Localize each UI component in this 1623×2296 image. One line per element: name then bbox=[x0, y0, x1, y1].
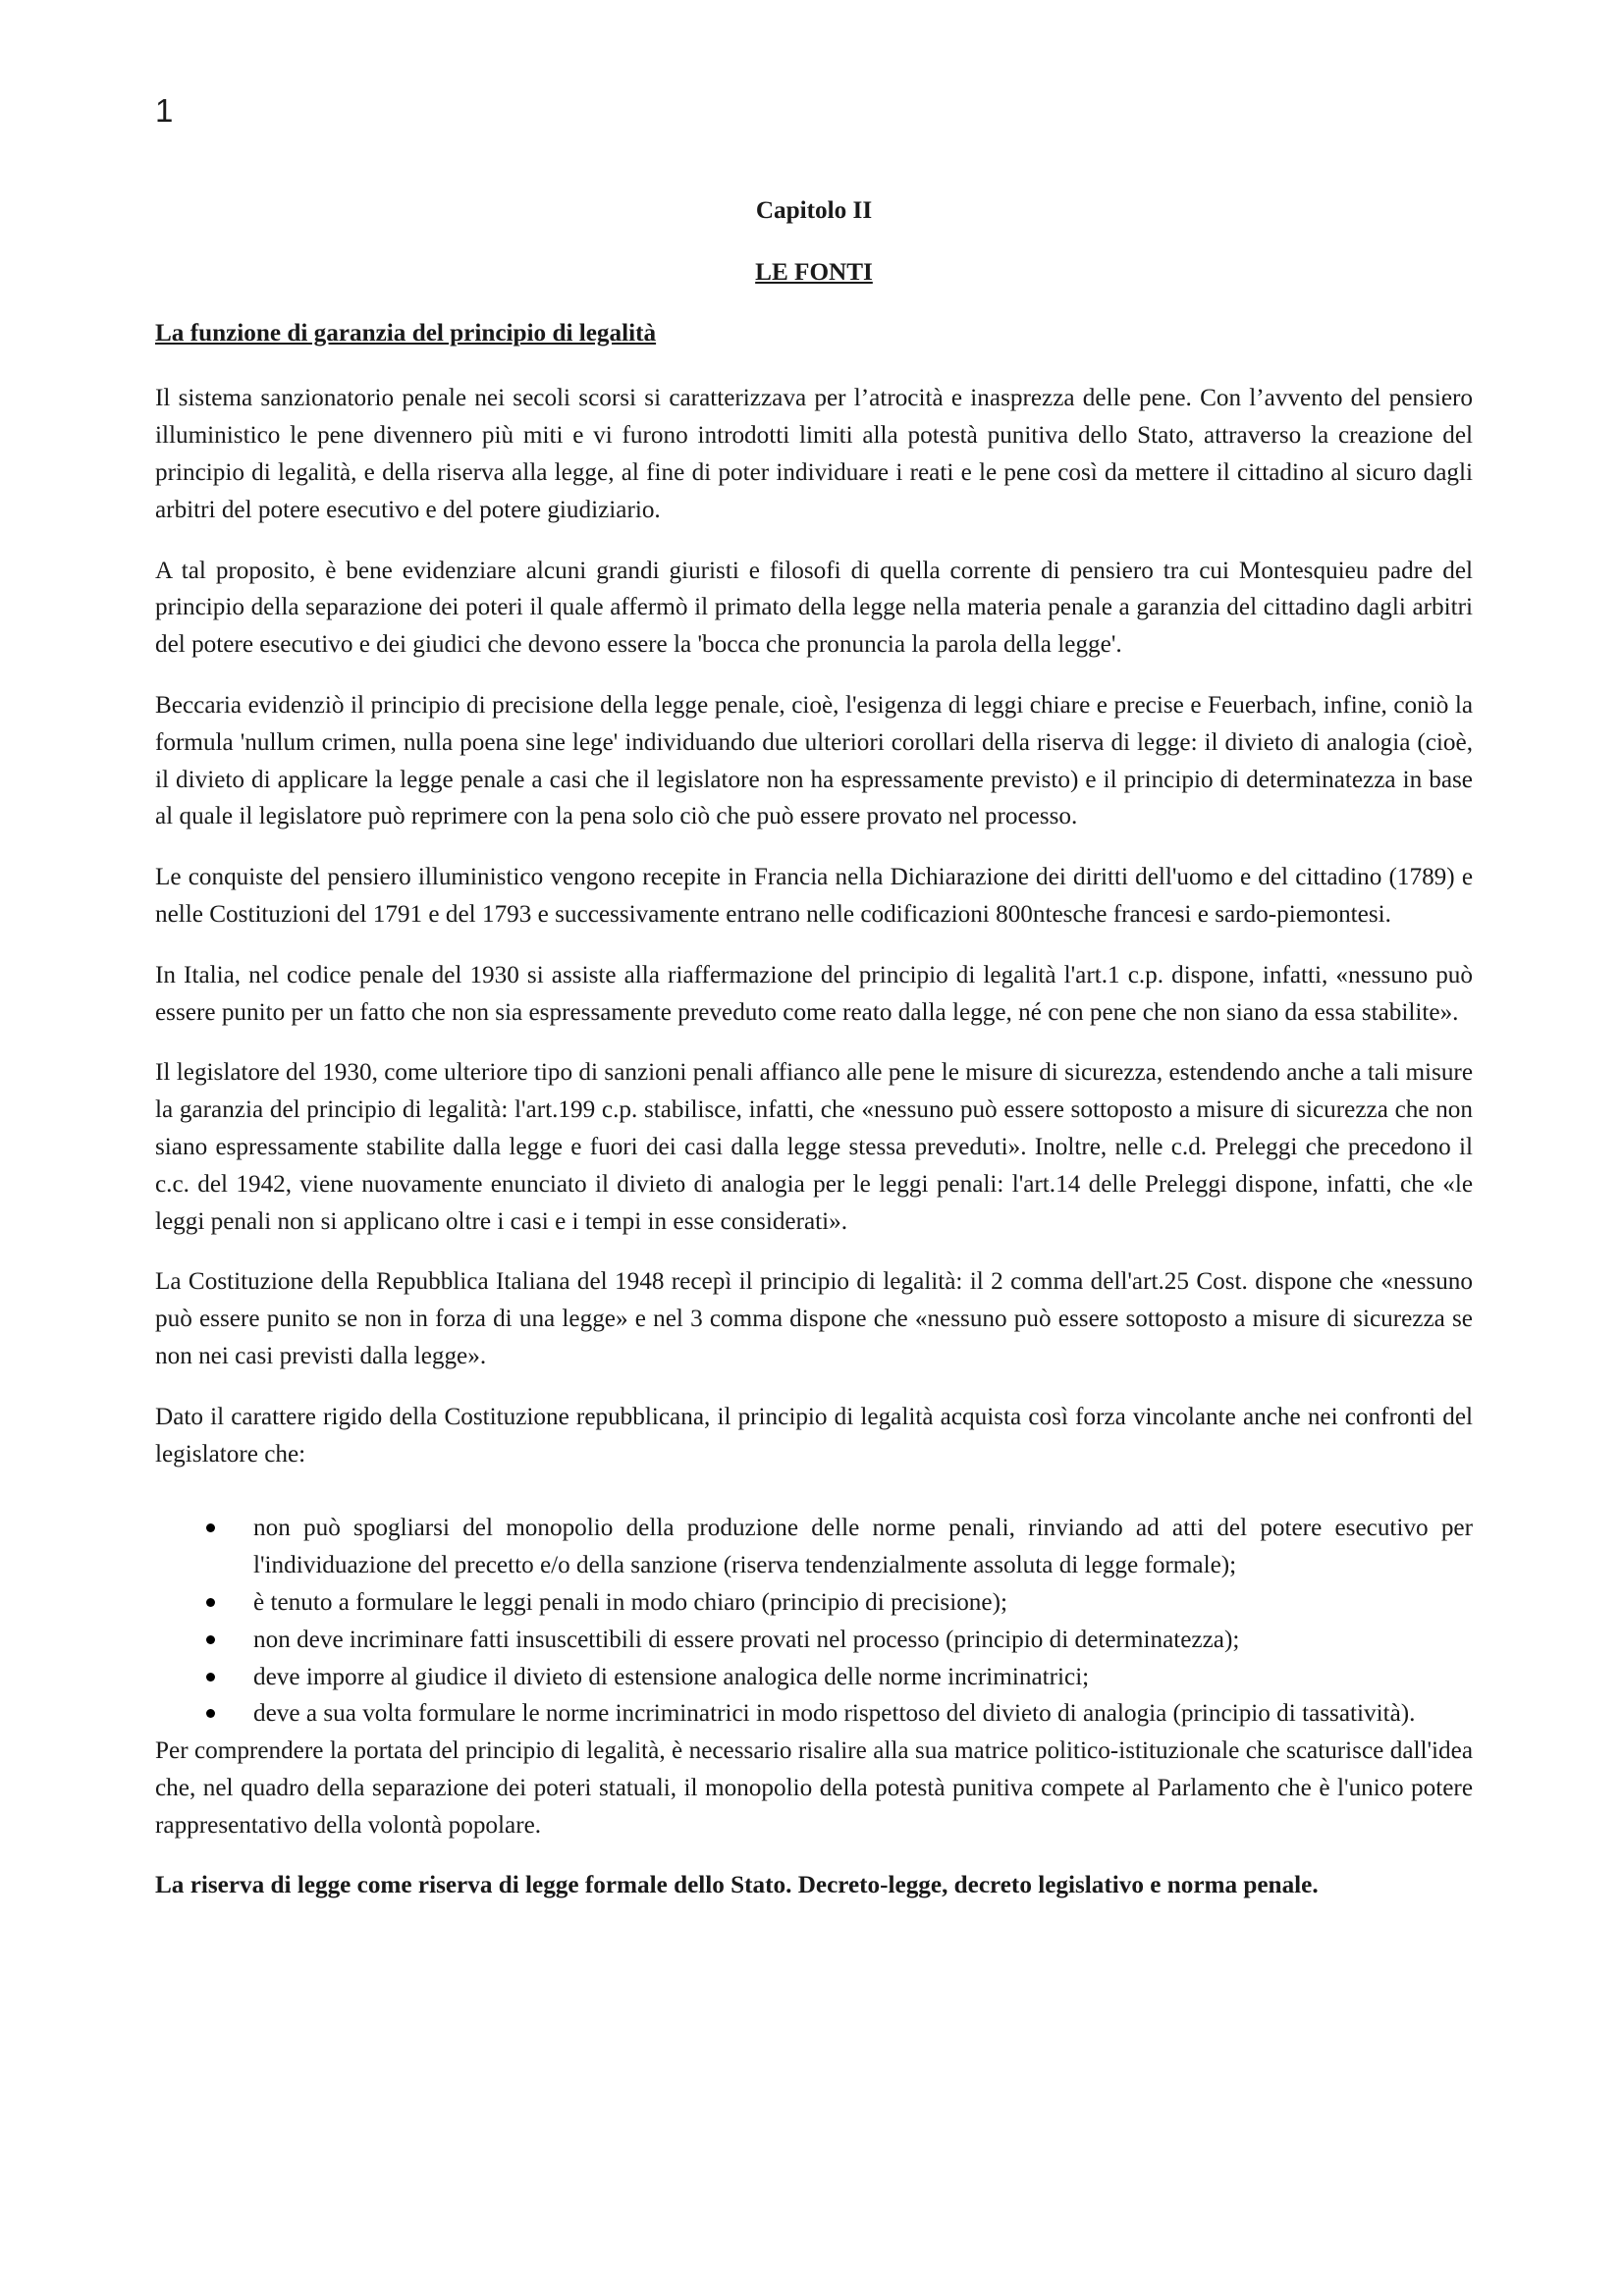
list-item bbox=[155, 1622, 1473, 1659]
bullet-icon bbox=[206, 1635, 215, 1644]
paragraph: A tal proposito, è bene evidenziare alcuni grandi giuristi e filosofi di quella corrente di pensiero tra cui Montesquieu padre del principio della separazione dei poteri il quale affermò il primato della legge nella materia penale a garanzia del cittadino dagli arbitri del potere esecutivo e dei giudici che devono essere la 'bocca che pronuncia la parola della legge'. bbox=[155, 557, 1473, 659]
bullet-icon bbox=[206, 1673, 215, 1682]
list-item-text: non può spogliarsi del monopolio della produzione delle norme penali, rinviando ad atti del potere esecutivo per l'individuazione del precetto e/o della sanzione (riserva tendenzialmente assoluta di legge formale); bbox=[253, 1515, 1473, 1579]
page-number: 1 bbox=[155, 92, 174, 129]
list-item-text: deve a sua volta formulare le norme incriminatrici in modo rispettoso del divieto di analogia (principio di tassatività). bbox=[253, 1700, 1416, 1728]
list-item bbox=[155, 1510, 1473, 1584]
bullet-list bbox=[155, 1510, 1473, 1733]
paragraph: Beccaria evidenziò il principio di precisione della legge penale, cioè, l'esigenza di leggi chiare e precise e Feuerbach, infine, coniò la formula 'nullum crimen, nulla poena sine lege' individuando due ulteriori corollari della riserva di legge: il divieto di analogia (cioè, il divieto di applicare la legge penale a casi che il legislatore non ha espressamente previsto) e il principio di determinatezza in base al quale il legislatore può reprimere con la pena solo ciò che può essere provato nel processo. bbox=[155, 691, 1473, 830]
list-item bbox=[155, 1584, 1473, 1622]
subheading: La funzione di garanzia del principio di legalità bbox=[155, 319, 657, 347]
bullet-icon bbox=[206, 1523, 215, 1532]
paragraph: Le conquiste del pensiero illuministico vengono recepite in Francia nella Dichiarazione dei diritti dell'uomo e del cittadino (1789) e nelle Costituzioni del 1791 e del 1793 e successivamente entrano nelle codificazioni 800ntesche francesi e sardo-piemontesi. bbox=[155, 864, 1473, 928]
section-heading: La riserva di legge come riserva di legge formale dello Stato. Decreto-legge, decreto legislativo e norma penale. bbox=[155, 1872, 1319, 1899]
closing-paragraph: Per comprendere la portata del principio di legalità, è necessario risalire alla sua matrice politico-istituzionale che scaturisce dall'idea che, nel quadro della separazione dei poteri statuali, il monopolio della potestà punitiva compete al Parlamento che è l'unico potere rappresentativo della volontà popolare. bbox=[155, 1737, 1473, 1839]
list-item-text: deve imporre al giudice il divieto di estensione analogica delle norme incriminatrici; bbox=[253, 1663, 1090, 1690]
section-title: LE FONTI bbox=[755, 258, 873, 286]
paragraph: In Italia, nel codice penale del 1930 si assiste alla riaffermazione del principio di legalità l'art.1 c.p. dispone, infatti, «nessuno può essere punito per un fatto che non sia espressamente preveduto come reato dalla legge, né con pene che non siano da essa stabilite». bbox=[155, 961, 1473, 1026]
list-item bbox=[155, 1659, 1473, 1696]
bullet-icon bbox=[206, 1598, 215, 1607]
document-body bbox=[155, 192, 1473, 1904]
bullet-icon bbox=[206, 1709, 215, 1718]
list-item bbox=[155, 1695, 1473, 1733]
paragraph: Dato il carattere rigido della Costituzione repubblicana, il principio di legalità acquista così forza vincolante anche nei confronti del legislatore che: bbox=[155, 1403, 1473, 1468]
paragraph: Il sistema sanzionatorio penale nei secoli scorsi si caratterizzava per l’atrocità e inasprezza delle pene. Con l’avvento del pensiero illuministico le pene divennero più miti e vi furono introdotti limiti alla potestà punitiva dello Stato, attraverso la creazione del principio di legalità, e della riserva alla legge, al fine di poter individuare i reati e le pene così da mettere il cittadino al sicuro dagli arbitri del potere esecutivo e del potere giudiziario. bbox=[155, 385, 1473, 523]
list-item-text: non deve incriminare fatti insuscettibili di essere provati nel processo (principio di determinatezza); bbox=[253, 1626, 1240, 1653]
paragraph: Il legislatore del 1930, come ulteriore tipo di sanzioni penali affianco alle pene le misure di sicurezza, estendendo anche a tali misure la garanzia del principio di legalità: l'art.199 c.p. stabilisce, infatti, che «nessuno può essere sottoposto a misure di sicurezza che non siano espressamente stabilite dalla legge e fuori dei casi dalla legge stessa preveduti». Inoltre, nelle c.d. Preleggi che precedono il c.c. del 1942, viene nuovamente enunciato il divieto di analogia per le leggi penali: l'art.14 delle Preleggi dispone, infatti, che «le leggi penali non si applicano oltre i casi e i tempi in esse considerati». bbox=[155, 1059, 1473, 1235]
paragraph: La Costituzione della Repubblica Italiana del 1948 recepì il principio di legalità: il 2 comma dell'art.25 Cost. dispone che «nessuno può essere punito se non in forza di una legge» e nel 3 comma dispone che «nessuno può essere sottoposto a misure di sicurezza se non nei casi previsti dalla legge». bbox=[155, 1268, 1473, 1369]
chapter-title: Capitolo II bbox=[755, 197, 873, 224]
list-item-text: è tenuto a formulare le leggi penali in modo chiaro (principio di precisione); bbox=[253, 1588, 1007, 1616]
